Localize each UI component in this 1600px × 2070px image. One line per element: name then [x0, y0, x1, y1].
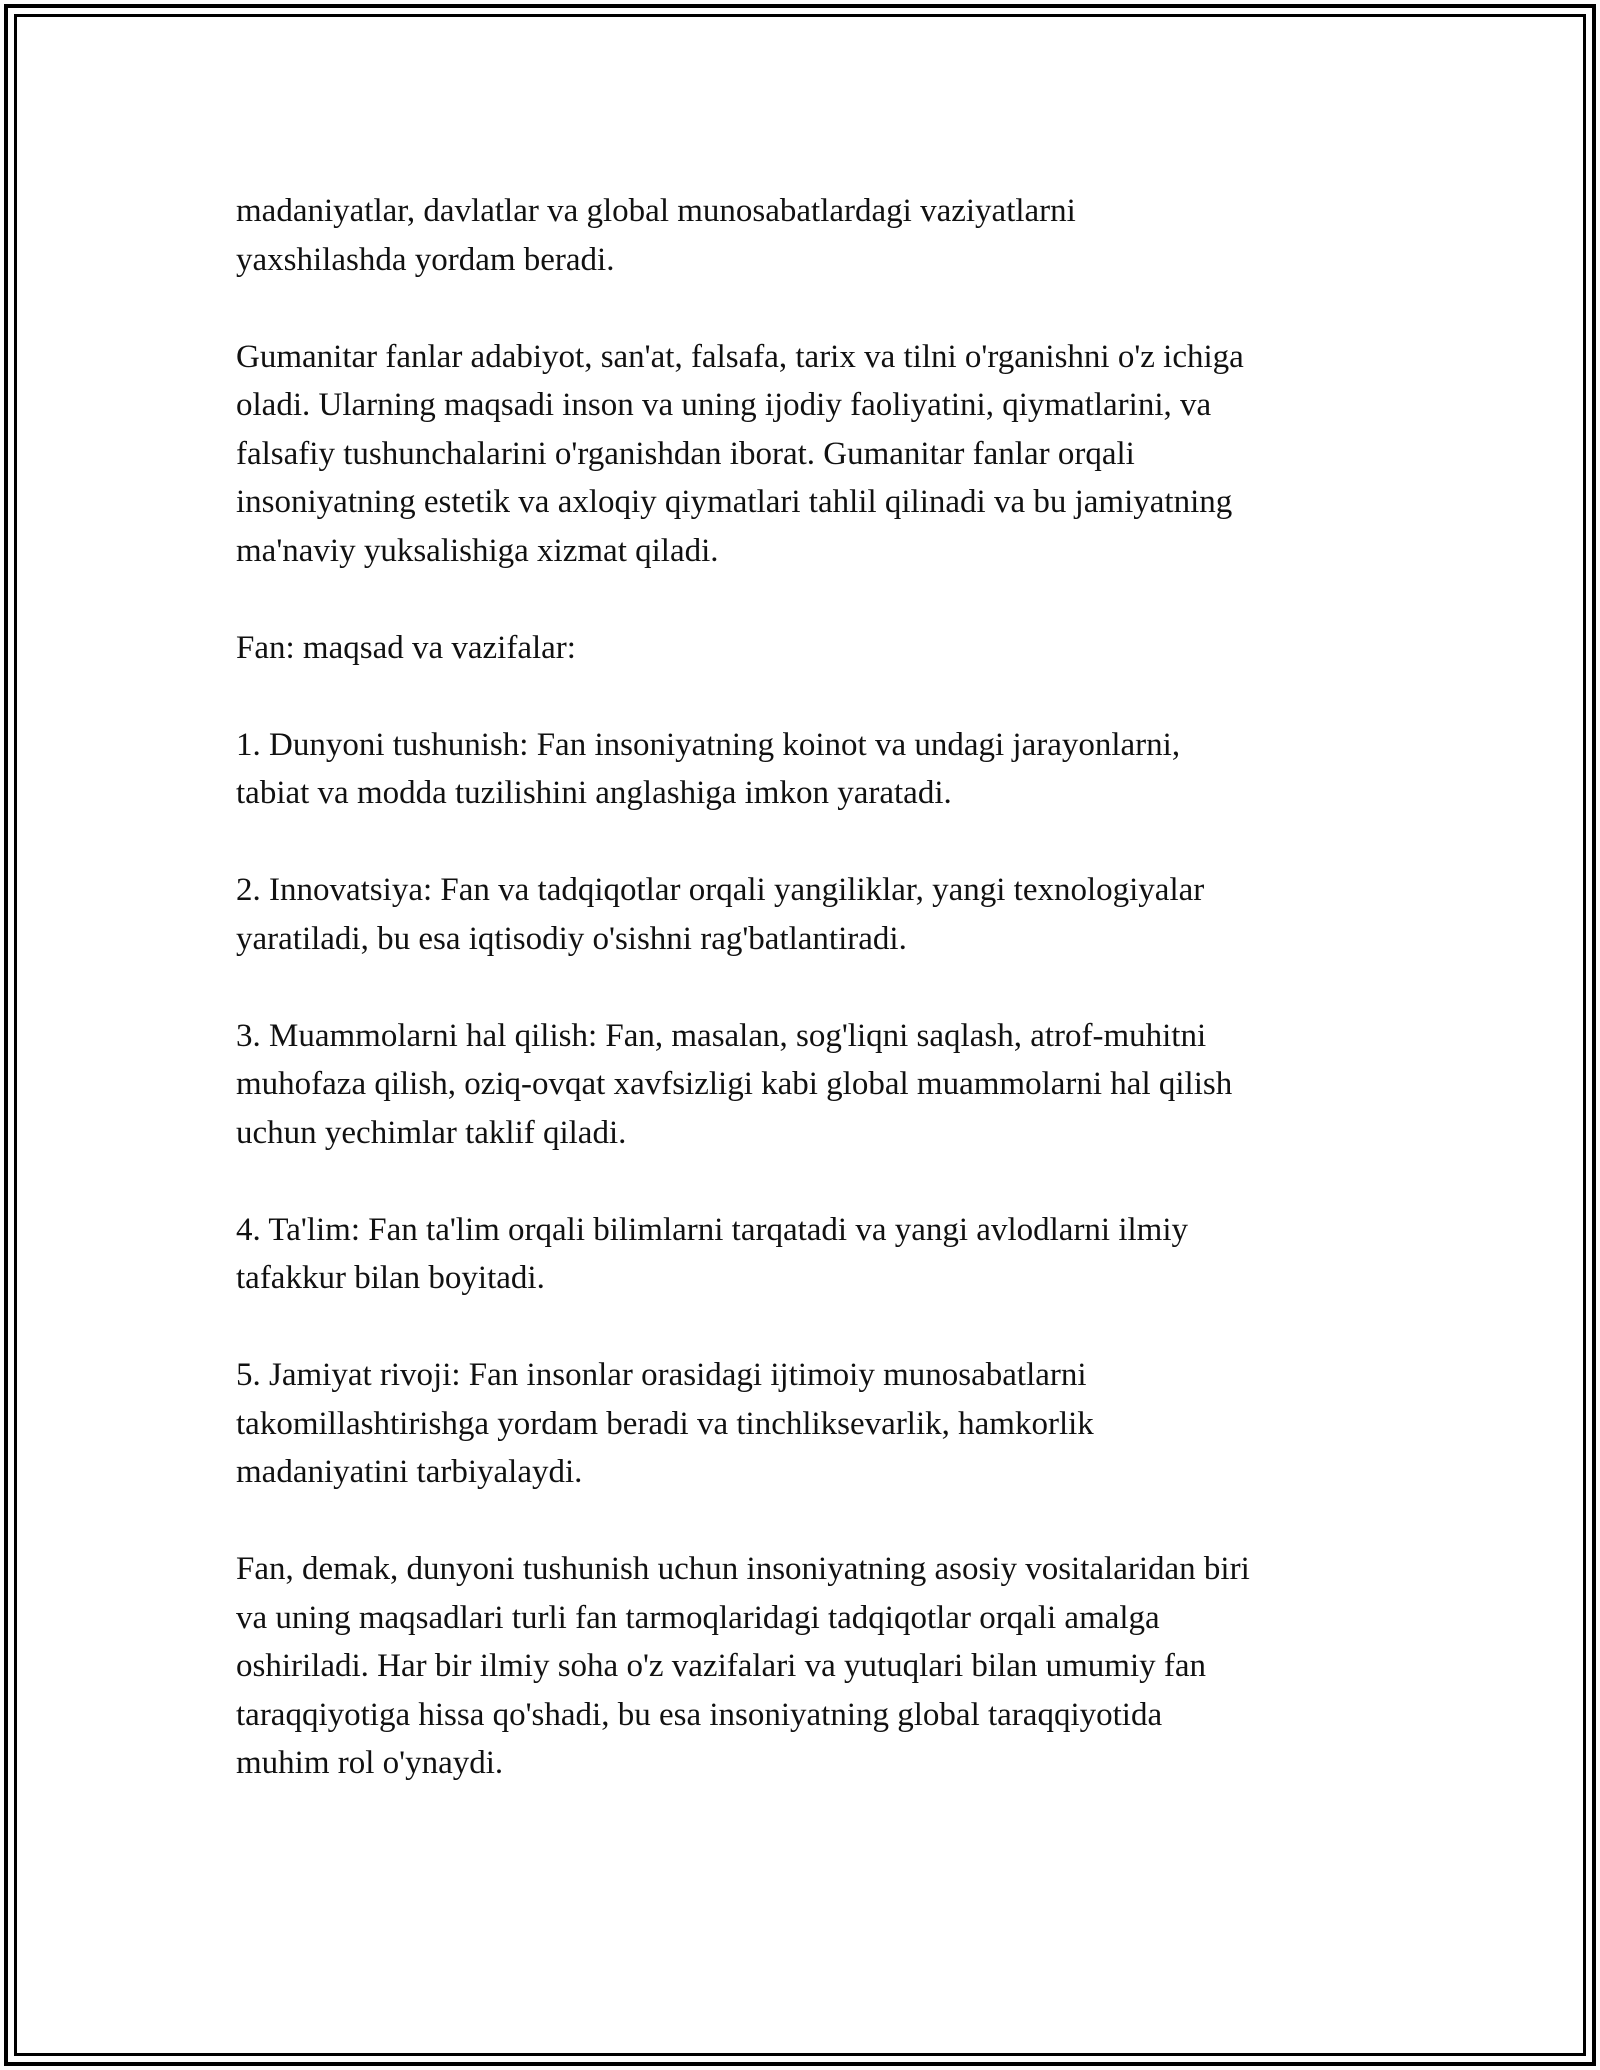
text-line: 3. Muammolarni hal qilish: Fan, masalan, sog'liqni saqlash, atrof-muhitni	[236, 1017, 1207, 1054]
list-item-5	[236, 1351, 1386, 1497]
text-line: falsafiy tushunchalarini o'rganishdan iborat. Gumanitar fanlar orqali	[236, 435, 1135, 472]
text-line: 2. Innovatsiya: Fan va tadqiqotlar orqali yangiliklar, yangi texnologiyalar	[236, 872, 1205, 908]
paragraph-humanities	[236, 333, 1386, 576]
list-item-2	[236, 866, 1386, 963]
text-line: 5. Jamiyat rivoji: Fan insonlar orasidagi ijtimoiy munosabatlarni	[236, 1357, 1087, 1393]
text-line: tabiat va modda tuzilishini anglashiga imkon yaratadi.	[236, 775, 952, 811]
text-line: muhim rol o'ynaydi.	[236, 1745, 504, 1781]
text-line: ma'naviy yuksalishiga xizmat qiladi.	[236, 532, 719, 569]
text-line: Gumanitar fanlar adabiyot, san'at, falsafa, tarix va tilni o'rganishni o'z ichiga	[236, 338, 1244, 375]
text-line: 4. Ta'lim: Fan ta'lim orqali bilimlarni tarqatadi va yangi avlodlarni ilmiy	[236, 1211, 1189, 1248]
text-line: Fan: maqsad va vazifalar:	[236, 629, 576, 666]
text-line: takomillashtirishga yordam beradi va tinchliksevarlik, hamkorlik	[236, 1405, 1094, 1442]
text-line: va uning maqsadlari turli fan tarmoqlaridagi tadqiqotlar orqali amalga	[236, 1599, 1160, 1636]
text-line: muhofaza qilish, oziq-ovqat xavfsizligi kabi global muammolarni hal qilish	[236, 1066, 1233, 1102]
text-line: uchun yechimlar taklif qiladi.	[236, 1114, 627, 1151]
text-line: oladi. Ularning maqsadi inson va uning ijodiy faoliyatini, qiymatlarini, va	[236, 387, 1212, 423]
text-line: taraqqiyotiga hissa qo'shadi, bu esa insoniyatning global taraqqiyotida	[236, 1696, 1163, 1733]
text-line: 1. Dunyoni tushunish: Fan insoniyatning koinot va undagi jarayonlarni,	[236, 726, 1181, 763]
text-line: madaniyatlar, davlatlar va global munosabatlardagi vaziyatlarni	[236, 193, 1076, 229]
text-line: tafakkur bilan boyitadi.	[236, 1260, 545, 1296]
document-body	[236, 187, 1386, 1836]
paragraph-intro-continuation	[236, 187, 1386, 284]
text-line: Fan, demak, dunyoni tushunish uchun insoniyatning asosiy vositalaridan biri	[236, 1551, 1250, 1587]
text-line: oshiriladi. Har bir ilmiy soha o'z vazifalari va yutuqlari bilan umumiy fan	[236, 1648, 1207, 1684]
text-line: yaxshilashda yordam beradi.	[236, 241, 615, 278]
list-item-3	[236, 1012, 1386, 1158]
text-line: madaniyatini tarbiyalaydi.	[236, 1454, 583, 1490]
section-heading	[236, 624, 1386, 673]
paragraph-conclusion	[236, 1545, 1386, 1788]
text-line: insoniyatning estetik va axloqiy qiymatlari tahlil qilinadi va bu jamiyatning	[236, 484, 1233, 520]
list-item-4	[236, 1206, 1386, 1303]
text-line: yaratiladi, bu esa iqtisodiy o'sishni rag'batlantiradi.	[236, 920, 907, 957]
list-item-1	[236, 721, 1386, 818]
